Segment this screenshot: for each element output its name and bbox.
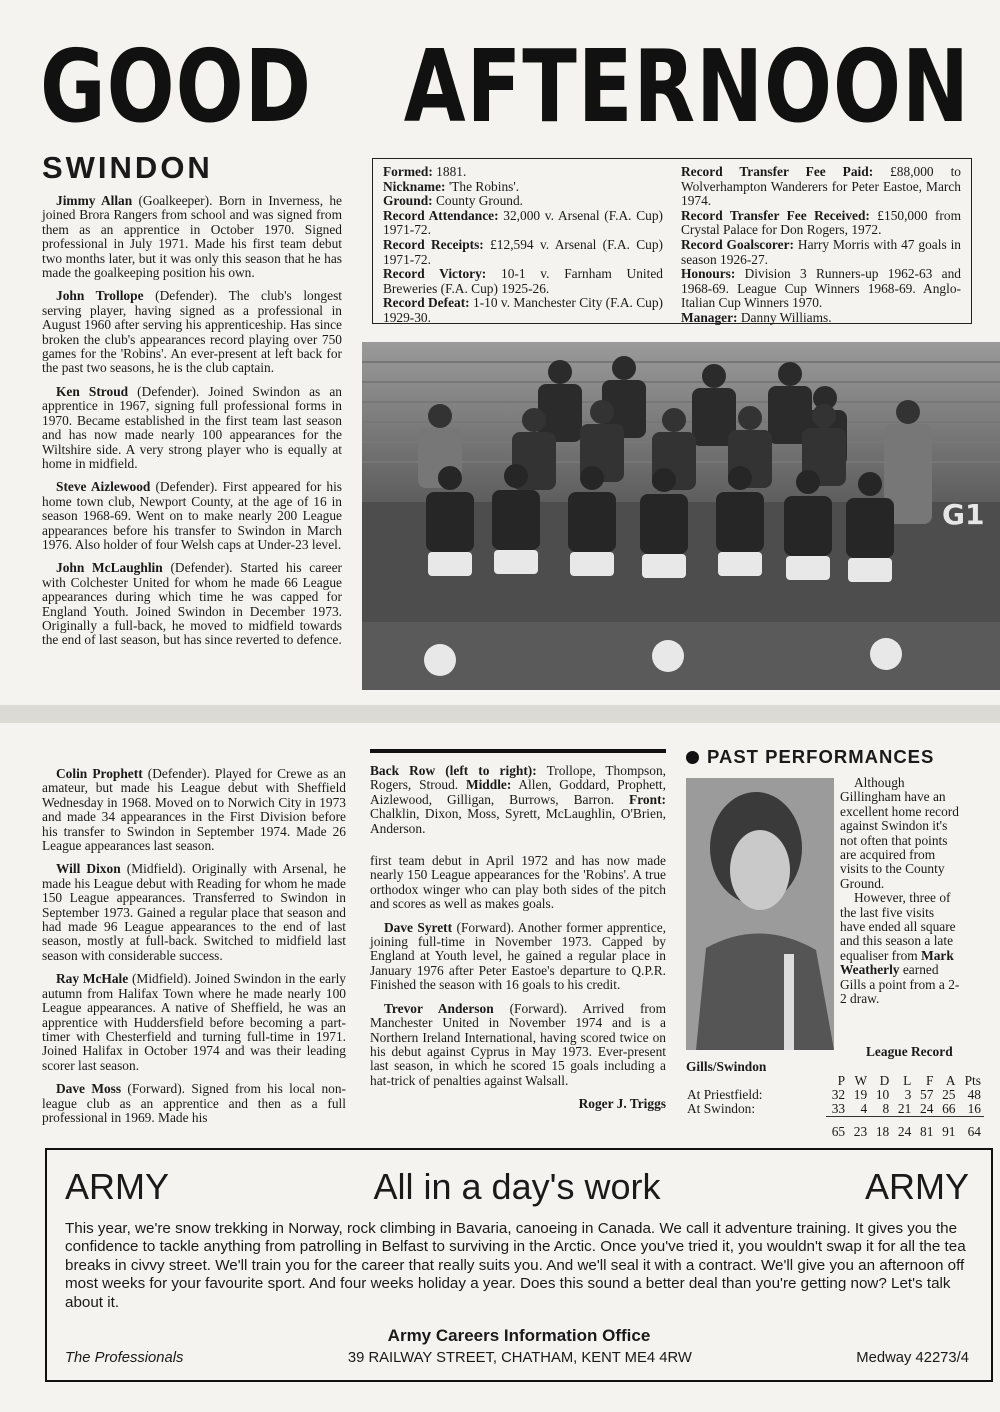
table-header-row: P W D L F A Pts — [837, 1073, 981, 1088]
profile: John Trollope (Defender). The club's longest serving player, having signed as a professional in August 1960 after serving his apprenticeship. Has since broken the club's appearances record playing over 750 games for the 'Robins'. An ever-present at left back for the past two seasons, he is the club captain. — [42, 288, 342, 376]
profile: Dave Syrett (Forward). Another former apprentice, joining full-time in November 1973. Capped by England at Youth level, he gained a regular place in January 1976 after Peter Eastoe's departure to Q.P.R. Finished the season with 16 goals to his credit. — [370, 919, 666, 993]
advert-office: Army Careers Information Office — [387, 1326, 651, 1345]
advert-heading — [65, 1166, 969, 1208]
player-photo — [686, 778, 834, 1050]
player-name: Dave Syrett — [384, 919, 453, 935]
league-record-title: League Record — [866, 1044, 953, 1059]
profile: Ray McHale (Midfield). Joined Swindon in the early autumn from Halifax Town where he made nearly 100 League appearances. A native of Sheffield, he was an apprentice with Huddersfield before becoming a part-timer with Chesterfield and turning full-time in 1971. Joined Halifax in October 1974 and was their leading scorer last season. — [42, 971, 346, 1073]
fact: Record Transfer Fee Received: £150,000 from Crystal Palace for Don Rogers, 1972. — [681, 207, 961, 238]
fact: Record Attendance: 32,000 v. Arsenal (F.A. Cup) 1971-72. — [383, 207, 664, 238]
profile: Trevor Anderson (Forward). Arrived from Manchester United in November 1974 and is a Northern Ireland International, having scored twice on his debut against Cyprus in May 1973. Ever-present last season, in which he scored 15 goals including a hat-trick of penalties against Walsall. — [370, 1000, 666, 1088]
headline-word-good: GOOD — [40, 28, 313, 145]
facts-left — [383, 164, 664, 325]
league-record — [684, 1074, 984, 1139]
fact: Record Goalscorer: Harry Morris with 47 goals in season 1926-27. — [681, 236, 961, 267]
advert-army-left: ARMY — [65, 1166, 170, 1207]
advert-slogan: All in a day's work — [373, 1166, 661, 1207]
profile: Will Dixon (Midfield). Originally with Arsenal, he made his League debut with Reading for whom he made 150 League appearances. Transferred to Swindon in September 1973. Gained a regular place that season and had made 96 League appearances to the end of last season, mostly at full-back. Switched to midfield last season with considerable success. — [42, 861, 346, 963]
profile: John McLaughlin (Defender). Started his career with Colchester United for whom he made 66 League appearances during which time he was capped for England Youth. Joined Swindon in December 1973. Originally a full-back, he moved to midfield towards the end of last season, but has since reverted to defence. — [42, 560, 342, 648]
club-facts-box — [372, 158, 972, 324]
fact: Record Victory: 10-1 v. Farnham United Breweries (F.A. Cup) 1925-26. — [383, 266, 664, 296]
team-photo-illustration — [362, 342, 1000, 690]
fact: Nickname: 'The Robins'. — [383, 178, 520, 194]
fact: Record Defeat: 1-10 v. Manchester City (F.A. Cup) 1929-30. — [383, 295, 663, 325]
player-name: John McLaughlin — [56, 560, 163, 576]
profile: Colin Prophett (Defender). Played for Crewe as an amateur, but made his League debut with Sheffield Wednesday in 1968. Moved on to Norwich City in 1973 and made 34 appearances in the First Division before his transfer to Swindon in September 1974. Made 26 League appearances last season. — [42, 766, 346, 854]
club-title: SWINDON — [42, 150, 213, 185]
player-name: John Trollope — [56, 288, 144, 304]
fact: Manager: Danny Williams. — [681, 309, 832, 325]
facts-right — [681, 164, 961, 325]
profile: Jimmy Allan (Goalkeeper). Born in Inverness, he joined Brora Rangers from school and was signed from them as an apprentice in October 1970. Signed professional in July 1971. Made his first team debut two months later, but it was only this season that he has made the goalkeeping position his own. — [42, 193, 342, 281]
team-photo — [362, 342, 1000, 690]
past-performances-text: Although Gillingham have an excellent home record against Swindon it's not often that points are acquired from visits to the County Ground. However, three of the last five visits have ended all square and this season a late equaliser from Mark Weatherly earned Gills a point from a 2-2 draw. — [840, 775, 960, 1007]
player-name: Trevor Anderson — [384, 1000, 494, 1016]
headline-word-afternoon: AFTERNOON — [403, 28, 970, 145]
past-paragraph: However, three of the last five visits have ended all square and this season a late equaliser from Mark Weatherly earned Gills a point from a 2-2 draw. — [840, 890, 960, 1007]
page-headline — [40, 28, 970, 145]
profile-continued: first team debut in April 1972 and has now made nearly 150 League appearances for the 'Robins'. A true orthodox winger who can play both sides of the pitch and scores as well as makes goals. — [370, 853, 666, 912]
profiles-top-left — [42, 194, 342, 657]
photo-caption: Back Row (left to right): Trollope, Thompson, Rogers, Stroud. Middle: Allen, Goddard, Prophett, Aizlewood, Gilligan, Burrows, Barron. Front: Chalklin, Dixon, Moss, Syrett, McLaughlin, O'Brien, Anderson. — [370, 763, 667, 836]
player-name: Ray McHale — [56, 971, 129, 987]
past-performances-heading: PAST PERFORMANCES — [686, 746, 934, 768]
advert-army-right: ARMY — [864, 1166, 969, 1207]
page-fold — [0, 705, 1000, 723]
middle-column — [370, 764, 666, 1121]
army-advert — [45, 1148, 993, 1382]
player-name: Jimmy Allan — [56, 193, 133, 208]
table-row: At Swindon: 33 4 8 21 24 66 16 — [687, 1101, 981, 1117]
bullet-icon — [686, 751, 699, 764]
fact: Record Transfer Fee Paid: £88,000 to Wolverhampton Wanderers for Peter Eastoe, March 1974. — [681, 164, 961, 209]
fact: Formed: 1881. — [383, 164, 467, 179]
fact: Ground: County Ground. — [383, 193, 524, 209]
fact: Honours: Division 3 Runners-up 1962-63 and 1968-69. League Cup Winners 1968-69. Anglo-Italian Cup Winners 1970. — [681, 266, 961, 311]
player-photo-illustration — [686, 778, 834, 1050]
gills-swindon-label: Gills/Swindon — [686, 1059, 767, 1074]
table-totals-row: 65 23 18 24 81 91 64 — [684, 1117, 984, 1139]
advert-address: 39 RAILWAY STREET, CHATHAM, KENT ME4 4RW — [347, 1350, 692, 1366]
player-name: Dave Moss — [56, 1081, 122, 1097]
svg-text:G1: G1 — [942, 498, 985, 531]
profile: Dave Moss (Forward). Signed from his local non-league club as an apprentice and then as a full professional in 1969. Made his — [42, 1081, 346, 1125]
player-name: Steve Aizlewood — [56, 479, 151, 495]
advert-tagline: The Professionals — [65, 1350, 184, 1366]
advert-phone: Medway 42273/4 — [856, 1350, 969, 1366]
profile: Ken Stroud (Defender). Joined Swindon as an apprentice in 1967, signing full professional forms in 1970. Became established in the first team last season and has now made nearly 100 appearances for the Wiltshire side. A very strong player who is equally at home in midfield. — [42, 383, 342, 471]
scorer-name: Mark Weatherly — [840, 947, 954, 978]
profile: Steve Aizlewood (Defender). First appeared for his home town club, Newport County, at the age of 16 in season 1968-69. Went on to make nearly 200 League appearances before his transfer to Swindon in March 1976. Also holder of four Welsh caps at Under-23 level. — [42, 479, 343, 552]
player-name: Ken Stroud — [56, 383, 129, 399]
player-name: Colin Prophett — [56, 766, 143, 781]
advert-body: This year, we're snow trekking in Norway, rock climbing in Bavaria, canoeing in Canada. We call it adventure training. It gives you the confidence to tackle anything from patrolling in Belfast to surviving in the Arctic. Once you've tried it, you wouldn't swap it for all the tea breaks in civvy street. We'll train you for the career that really suits you. And we'll seal it with a contract. We'll give you an afternoon off most weeks for your favourite sport. And four weeks holiday a year. Does this sound a better deal than you're getting now? Let's talk about it. — [65, 1220, 966, 1311]
table-row: At Priestfield: 32 19 10 3 57 25 48 — [687, 1087, 981, 1102]
caption-rule — [370, 749, 666, 753]
league-record-table — [684, 1074, 984, 1139]
profiles-bottom-left — [42, 767, 346, 1134]
author-credit: Roger J. Triggs — [578, 1096, 666, 1112]
player-name: Will Dixon — [56, 861, 121, 877]
advert-footer — [65, 1350, 969, 1366]
fact: Record Receipts: £12,594 v. Arsenal (F.A. Cup) 1971-72. — [383, 236, 663, 267]
